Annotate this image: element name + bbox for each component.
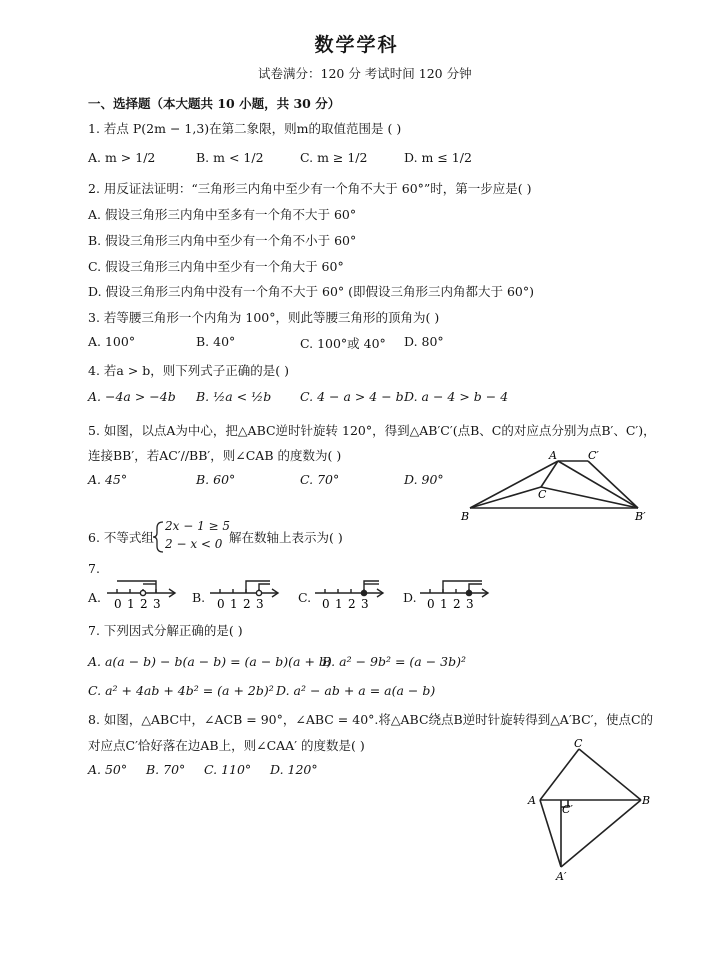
q8-label-a: A bbox=[528, 794, 536, 807]
q5-segment-cpbp bbox=[588, 461, 638, 508]
q1-option-c: C. m ≥ 1/2 bbox=[300, 150, 368, 165]
q8-option-d: D. 120° bbox=[270, 762, 318, 777]
q8-stem-line2: 对应点C′恰好落在边AB上，则∠CAA′ 的度数是( ) bbox=[88, 738, 365, 753]
q1-option-b: B. m < 1/2 bbox=[196, 150, 264, 165]
q3-option-b: B. 40° bbox=[196, 334, 236, 349]
q3-stem: 3. 若等腰三角形一个内角为 100°，则此等腰三角形的顶角为( ) bbox=[88, 310, 440, 325]
exam-info: 试卷满分：120 分 考试时间 120 分钟 bbox=[258, 66, 472, 81]
numberline-a-tick-3: 3 bbox=[153, 597, 161, 611]
q8-label-ap: A′ bbox=[556, 870, 567, 883]
q6-stem-suffix: 解在数轴上表示为( ) bbox=[229, 530, 343, 545]
q7-number-label: 7. bbox=[88, 561, 100, 576]
q2-option-d: D. 假设三角形三内角中没有一个角不大于 60° (即假设三角形三内角都大于 60°) bbox=[88, 284, 535, 299]
q5-figure bbox=[455, 445, 665, 525]
q8-option-c: C. 110° bbox=[204, 762, 252, 777]
q6-stem-prefix: 6. 不等式组 bbox=[88, 530, 154, 545]
q5-stem-line1: 5. 如图，以点A为中心，把△ABC逆时针旋转 120°，得到△AB′C′(点B、C的对应点分别为点B′、C′)， bbox=[88, 423, 656, 438]
numberline-b-tick-3: 3 bbox=[256, 597, 264, 611]
q5-option-d: D. 90° bbox=[404, 472, 444, 487]
q1-option-a: A. m > 1/2 bbox=[88, 150, 156, 165]
q5-stem-line2: 连接BB′，若AC′//BB′，则∠CAB 的度数为( ) bbox=[88, 448, 342, 463]
q2-option-a: A. 假设三角形三内角中至多有一个角不大于 60° bbox=[88, 207, 357, 222]
numberline-option-c-letter: C. bbox=[298, 590, 312, 605]
q5-option-b: B. 60° bbox=[196, 472, 236, 487]
numberline-c-tick-3: 3 bbox=[361, 597, 369, 611]
numberline-d-tick-3: 3 bbox=[466, 597, 474, 611]
section-title: 一、选择题（本大题共 10 小题，共 30 分） bbox=[88, 96, 341, 111]
q8-segment-aap bbox=[540, 800, 561, 867]
q4-option-a: A. −4a > −4b bbox=[88, 389, 176, 404]
q8-label-c: C bbox=[574, 737, 583, 750]
q5-label-a: A bbox=[549, 449, 557, 462]
numberline-b-tick-1: 1 bbox=[230, 597, 238, 611]
q5-label-c: C bbox=[538, 488, 547, 501]
numberline-c-tick-0: 0 bbox=[322, 597, 330, 611]
q8-label-cp: C′ bbox=[562, 803, 573, 816]
q7-option-a: A. a(a − b) − b(a − b) = (a − b)(a + b) bbox=[88, 654, 332, 669]
q6-inequality-2: 2 − x < 0 bbox=[165, 537, 223, 551]
numberline-b-tick-2: 2 bbox=[243, 597, 251, 611]
q6-inequality-1: 2x − 1 ≥ 5 bbox=[165, 519, 231, 533]
numberline-c-tick-2: 2 bbox=[348, 597, 356, 611]
numberline-d-tick-2: 2 bbox=[453, 597, 461, 611]
numberline-option-a-letter: A. bbox=[88, 590, 102, 605]
numberline-c-tick-1: 1 bbox=[335, 597, 343, 611]
page-title: 数学学科 bbox=[314, 34, 399, 56]
q3-option-c: C. 100°或 40° bbox=[300, 336, 386, 351]
numberline-d-tick-1: 1 bbox=[440, 597, 448, 611]
q7-option-c: C. a² + 4ab + 4b² = (a + 2b)² bbox=[88, 683, 274, 698]
numberline-option-c bbox=[313, 577, 388, 611]
numberline-option-d-letter: D. bbox=[403, 590, 417, 605]
q8-stem-line1: 8. 如图，△ABC中，∠ACB = 90°，∠ABC = 40°.将△ABC绕点B逆时针旋转得到△A′BC′，使点C的 bbox=[88, 712, 654, 727]
q8-label-b: B bbox=[642, 794, 651, 807]
q7-option-b: B. a² − 9b² = (a − 3b)² bbox=[322, 654, 466, 669]
numberline-a-tick-2: 2 bbox=[140, 597, 148, 611]
q4-option-d: D. a − 4 > b − 4 bbox=[404, 389, 509, 404]
q5-label-b: B bbox=[461, 510, 470, 523]
q5-option-c: C. 70° bbox=[300, 472, 340, 487]
q3-option-d: D. 80° bbox=[404, 334, 444, 349]
numberline-d-tick-0: 0 bbox=[427, 597, 435, 611]
q7-option-d: D. a² − ab + a = a(a − b) bbox=[276, 683, 436, 698]
q5-segment-cbp bbox=[541, 487, 638, 508]
q8-segment-apb bbox=[561, 800, 641, 867]
q5-label-cp: C′ bbox=[588, 449, 599, 462]
q6-brace bbox=[152, 520, 166, 554]
q5-segment-abp bbox=[558, 461, 638, 508]
q8-option-b: B. 70° bbox=[146, 762, 186, 777]
q7-stem: 7. 下列因式分解正确的是( ) bbox=[88, 623, 243, 638]
numberline-option-d bbox=[418, 577, 493, 611]
q5-segment-bc bbox=[470, 487, 541, 508]
numberline-option-b bbox=[208, 577, 283, 611]
q1-option-d: D. m ≤ 1/2 bbox=[404, 150, 472, 165]
q2-option-b: B. 假设三角形三内角中至少有一个角不小于 60° bbox=[88, 233, 357, 248]
numberline-b-tick-0: 0 bbox=[217, 597, 225, 611]
numberline-a-tick-1: 1 bbox=[127, 597, 135, 611]
q5-option-a: A. 45° bbox=[88, 472, 128, 487]
q8-segment-ac bbox=[540, 749, 579, 800]
q8-figure bbox=[524, 733, 664, 883]
q1-stem: 1. 若点 P(2m − 1,3)在第二象限，则m的取值范围是 ( ) bbox=[88, 121, 402, 136]
q3-option-a: A. 100° bbox=[88, 334, 136, 349]
q4-option-c: C. 4 − a > 4 − b bbox=[300, 389, 404, 404]
q4-stem: 4. 若a > b，则下列式子正确的是( ) bbox=[88, 363, 290, 378]
q5-label-bp: B′ bbox=[635, 510, 646, 523]
q8-option-a: A. 50° bbox=[88, 762, 128, 777]
numberline-option-a bbox=[105, 577, 180, 611]
q2-stem: 2. 用反证法证明：“三角形三内角中至少有一个角不大于 60°”时，第一步应是( ) bbox=[88, 181, 532, 196]
numberline-a-tick-0: 0 bbox=[114, 597, 122, 611]
q2-option-c: C. 假设三角形三内角中至少有一个角大于 60° bbox=[88, 259, 344, 274]
numberline-option-b-letter: B. bbox=[192, 590, 206, 605]
q4-option-b: B. ½a < ½b bbox=[196, 389, 272, 404]
q8-segment-cb bbox=[579, 749, 641, 800]
